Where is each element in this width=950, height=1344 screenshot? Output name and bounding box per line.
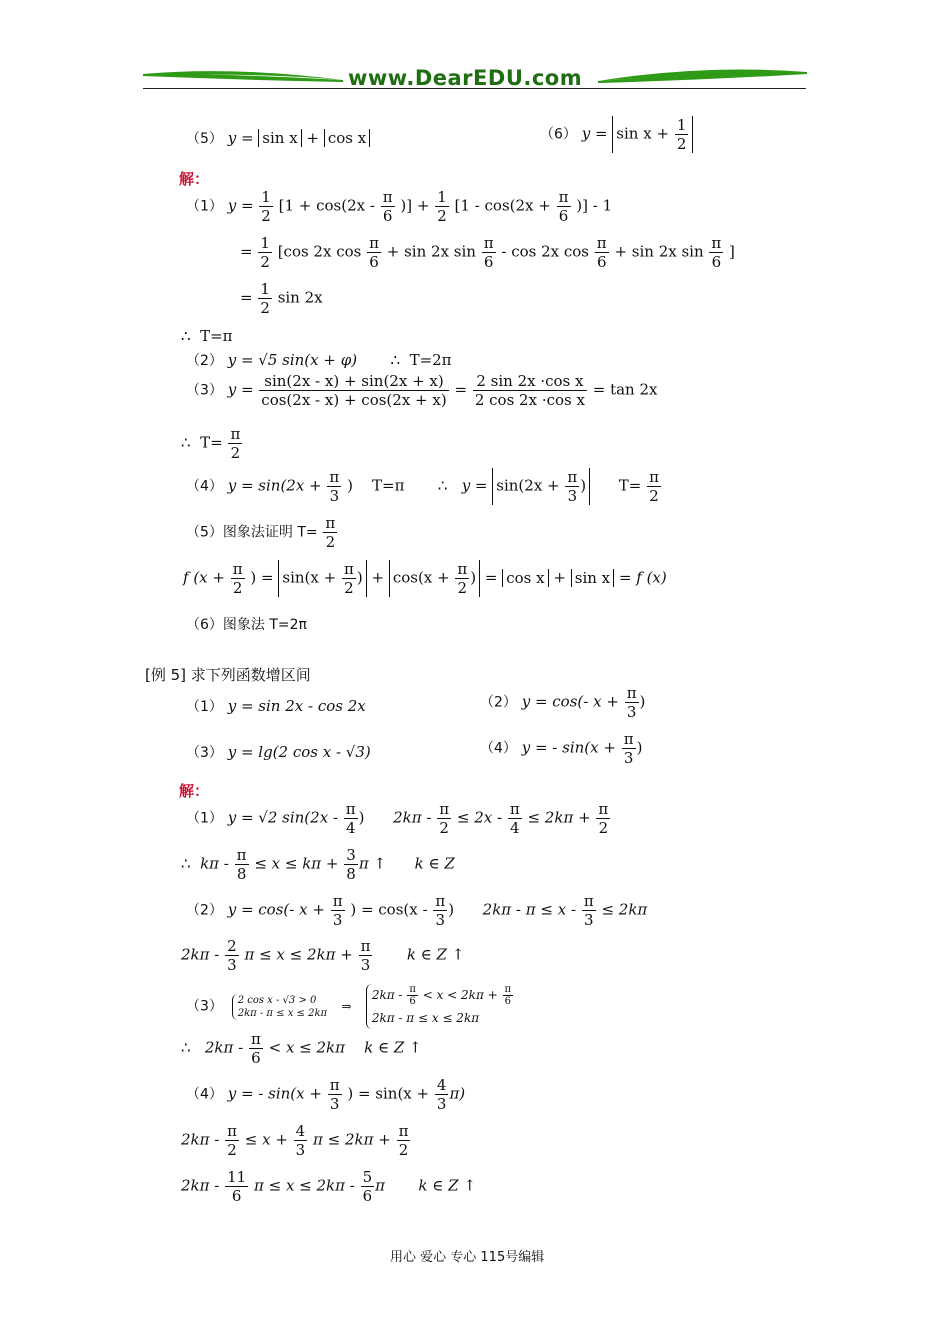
example-5-q3: （3） y = lg(2 cos x - √3) bbox=[186, 743, 371, 761]
problem-6: （6） y = sin x + $\frac{1}{2}$ bbox=[540, 116, 693, 153]
example-5-solution-2-result: 2kπ - $\frac{2}{3}$ π ≤ x ≤ 2kπ + $\frac{\pi}{3}$ k ∈ Z ↑ bbox=[181, 937, 465, 974]
problem-5: （5） y = sin x + cos x bbox=[186, 128, 370, 148]
example-5-title: [例 5] 求下列函数增区间 bbox=[145, 666, 311, 684]
period-3: ∴ T= $\frac{\pi}{2}$ bbox=[181, 425, 241, 462]
example-5-solution-4-inequality: 2kπ - $\frac{\pi}{2}$ ≤ x + $\frac{4}{3}$ π ≤ 2kπ + $\frac{\pi}{2}$ bbox=[181, 1122, 409, 1159]
solution-1-line-2: = $\frac{1}{2}$ [cos 2x cos $\frac{\pi}{6}$ + sin 2x sin $\frac{\pi}{6}$ - cos 2x cos $\frac{\pi}{6}$ + sin 2x sin $\frac{\pi}{6}$ ] bbox=[240, 234, 735, 271]
solution-1-line-1: （1） y = $\frac{1}{2}$ [1 + cos(2x - $\frac{\pi}{6}$ )] + $\frac{1}{2}$ [1 - cos(2x + $\frac{\pi}{6}$ )] - 1 bbox=[186, 188, 613, 225]
solution-4: （4） y = sin(2x + $\frac{\pi}{3}$ ) T=π ∴ y = sin(2x + $\frac{\pi}{3}$ ) T= $\frac{\pi}{2}$ bbox=[186, 468, 659, 505]
example-5-solution-4: （4） y = - sin(x + $\frac{\pi}{3}$ ) = sin(x + $\frac{4}{3}$ π) bbox=[186, 1076, 466, 1113]
example-5-solution-2: （2） y = cos(- x + $\frac{\pi}{3}$ ) = cos(x - $\frac{\pi}{3}$ ) 2kπ - π ≤ x - $\frac{\pi}{3}$ ≤ 2kπ bbox=[186, 892, 648, 929]
header-rule bbox=[143, 88, 806, 89]
example-5-solution-4-result: 2kπ - $\frac{11}{6}$ π ≤ x ≤ 2kπ - $\frac{5}{6}$ π k ∈ Z ↑ bbox=[181, 1168, 476, 1205]
example-5-q4: （4） y = - sin(x + $\frac{\pi}{3}$ ) bbox=[480, 730, 643, 767]
example-5-solution-1-result: ∴ kπ - $\frac{\pi}{8}$ ≤ x ≤ kπ + $\frac{3}{8}$ π ↑ k ∈ Z bbox=[181, 846, 455, 883]
page-footer: 用心 爱心 专心 115号编辑 bbox=[390, 1250, 545, 1265]
example-5-q2: （2） y = cos(- x + $\frac{\pi}{3}$ ) bbox=[480, 684, 646, 721]
example-5-q1: （1） y = sin 2x - cos 2x bbox=[186, 697, 366, 715]
site-logo-text: www.DearEDU.com bbox=[348, 66, 583, 90]
solution-6: （6）图象法 T=2π bbox=[186, 617, 307, 633]
example-5-solution-1: （1） y = √2 sin(2x - $\frac{\pi}{4}$ ) 2kπ - $\frac{\pi}{2}$ ≤ 2x - $\frac{\pi}{4}$ ≤ 2kπ + $\frac{\pi}{2}$ bbox=[186, 800, 609, 837]
answer-label-1: 解： bbox=[179, 170, 210, 188]
answer-label-2: 解： bbox=[179, 782, 210, 800]
solution-1-line-3: = $\frac{1}{2}$ sin 2x bbox=[240, 280, 323, 317]
solution-2: （2） y = √5 sin(x + φ) ∴ T=2π bbox=[186, 351, 452, 369]
example-5-solution-3: （3） 2 cos x - √3 > 0 2kπ - π ≤ x ≤ 2kπ ⇒ 2kπ - $\frac{\pi}{6}$ < x < 2kπ + $\frac{\pi}{6}$ 2kπ - π ≤ x ≤ 2kπ bbox=[186, 984, 514, 1029]
solution-3: （3） y = $\frac{\sin(2x - x) + \sin(2x + x)}{\cos(2x - x) + \cos(2x + x)}$ = $\frac{\text{2 sin 2x ·cos x}}{\text{2 cos 2x ·cos x}}$ = tan 2x bbox=[186, 372, 658, 409]
solution-5-heading: （5）图象法证明 T= $\frac{\pi}{2}$ bbox=[186, 514, 336, 551]
period-1: ∴ T=π bbox=[181, 327, 233, 345]
example-5-solution-3-result: ∴ 2kπ - $\frac{\pi}{6}$ < x ≤ 2kπ k ∈ Z ↑ bbox=[181, 1030, 422, 1067]
solution-5-proof: f (x + $\frac{\pi}{2}$ ) = sin(x + $\frac{\pi}{2}$ ) + cos(x + $\frac{\pi}{2}$ ) = cos x + sin x = f (x) bbox=[183, 560, 667, 597]
